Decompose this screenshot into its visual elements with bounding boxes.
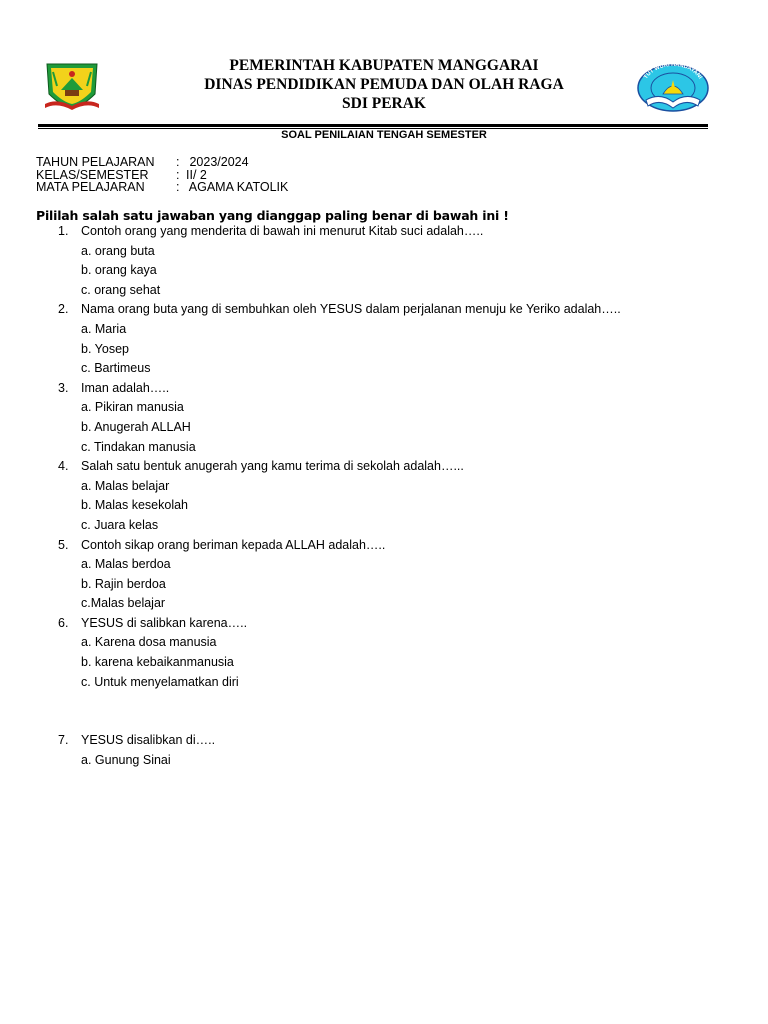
option-text: b. orang kaya [81,263,157,278]
question-number: 6. [58,615,69,630]
exam-meta [36,156,288,194]
meta-value: AGAMA KATOLIK [186,180,289,194]
question-number: 3. [58,380,69,395]
meta-row-subject [36,181,288,194]
question-item [0,457,768,477]
option-text: a. orang buta [81,243,155,258]
option-text: a. Malas berdoa [81,557,171,572]
option-text: c. Tindakan manusia [81,439,196,454]
question-text: Contoh sikap orang beriman kepada ALLAH adalah….. [81,537,386,552]
question-item [0,222,768,242]
question-item [0,536,768,556]
answer-option [0,633,768,653]
option-text: a. Maria [81,321,127,336]
question-text: Contoh orang yang menderita di bawah ini menurut Kitab suci adalah….. [81,224,484,238]
letterhead [150,56,618,113]
answer-option [0,653,768,673]
meta-value: 2023/2024 [186,155,249,169]
exam-title: SOAL PENILAIAN TENGAH SEMESTER [281,129,487,141]
answer-option [0,496,768,516]
answer-option [0,575,768,595]
meta-colon: : [176,167,180,182]
option-text: b. Rajin berdoa [81,576,166,591]
answer-option [0,320,768,340]
question-text: Salah satu bentuk anugerah yang kamu terima di sekolah adalah…... [81,459,464,474]
meta-label: KELAS/SEMESTER [36,167,149,182]
meta-value: II/ 2 [186,167,207,182]
answer-option [0,594,768,614]
meta-label: MATA PELAJARAN [36,180,145,194]
blank-gap [0,692,768,731]
question-item [0,300,768,320]
question-text: Nama orang buta yang di sembuhkan oleh YESUS dalam perjalanan menuju ke Yeriko adalah….. [81,302,621,317]
answer-option [0,438,768,458]
question-text: Iman adalah….. [81,380,170,395]
logo-motto-text: TUT WURI HANDAYANI [643,62,703,81]
instruction-text: Pililah salah satu jawaban yang dianggap paling benar di bawah ini ! [36,208,509,223]
option-text: a. Karena dosa manusia [81,635,217,650]
header-line-school: SDI PERAK [342,95,426,112]
question-item [0,379,768,399]
answer-option [0,673,768,693]
option-text: b. karena kebaikanmanusia [81,655,234,670]
tut-wuri-handayani-icon [636,62,710,112]
answer-option [0,261,768,281]
answer-option [0,516,768,536]
answer-option [0,398,768,418]
answer-option [0,340,768,360]
answer-option [0,359,768,379]
option-text: b. Anugerah ALLAH [81,419,191,434]
option-text: c. orang sehat [81,282,161,297]
option-text: b. Malas kesekolah [81,498,189,513]
header-line-department: DINAS PENDIDIKAN PEMUDA DAN OLAH RAGA [204,76,564,93]
option-text: c. Untuk menyelamatkan diri [81,674,239,689]
meta-colon: : [176,180,180,194]
question-number: 2. [58,302,69,317]
question-number: 4. [58,459,69,474]
question-item [0,731,768,751]
option-text: c.Malas belajar [81,596,166,611]
regency-emblem-icon [43,60,101,110]
header-line-government: PEMERINTAH KABUPATEN MANGGARAI [229,57,539,74]
meta-colon: : [176,155,180,169]
option-text: a. Pikiran manusia [81,400,184,415]
answer-option [0,242,768,262]
option-text: c. Juara kelas [81,517,159,532]
option-text: c. Bartimeus [81,361,151,376]
question-number: 7. [58,733,69,748]
answer-option [0,418,768,438]
answer-option [0,555,768,575]
question-list [0,222,768,770]
meta-row-year [36,156,288,169]
answer-option [0,751,768,771]
option-text: a. Gunung Sinai [81,752,171,767]
option-text: a. Malas belajar [81,478,170,493]
question-text: YESUS di salibkan karena….. [81,615,248,630]
question-number: 5. [58,537,69,552]
answer-option [0,477,768,497]
question-item [0,614,768,634]
question-number: 1. [58,224,69,238]
question-text: YESUS disalibkan di….. [81,733,216,748]
answer-option [0,281,768,301]
header-divider-thick [38,124,708,127]
option-text: b. Yosep [81,341,129,356]
meta-label: TAHUN PELAJARAN [36,155,155,169]
